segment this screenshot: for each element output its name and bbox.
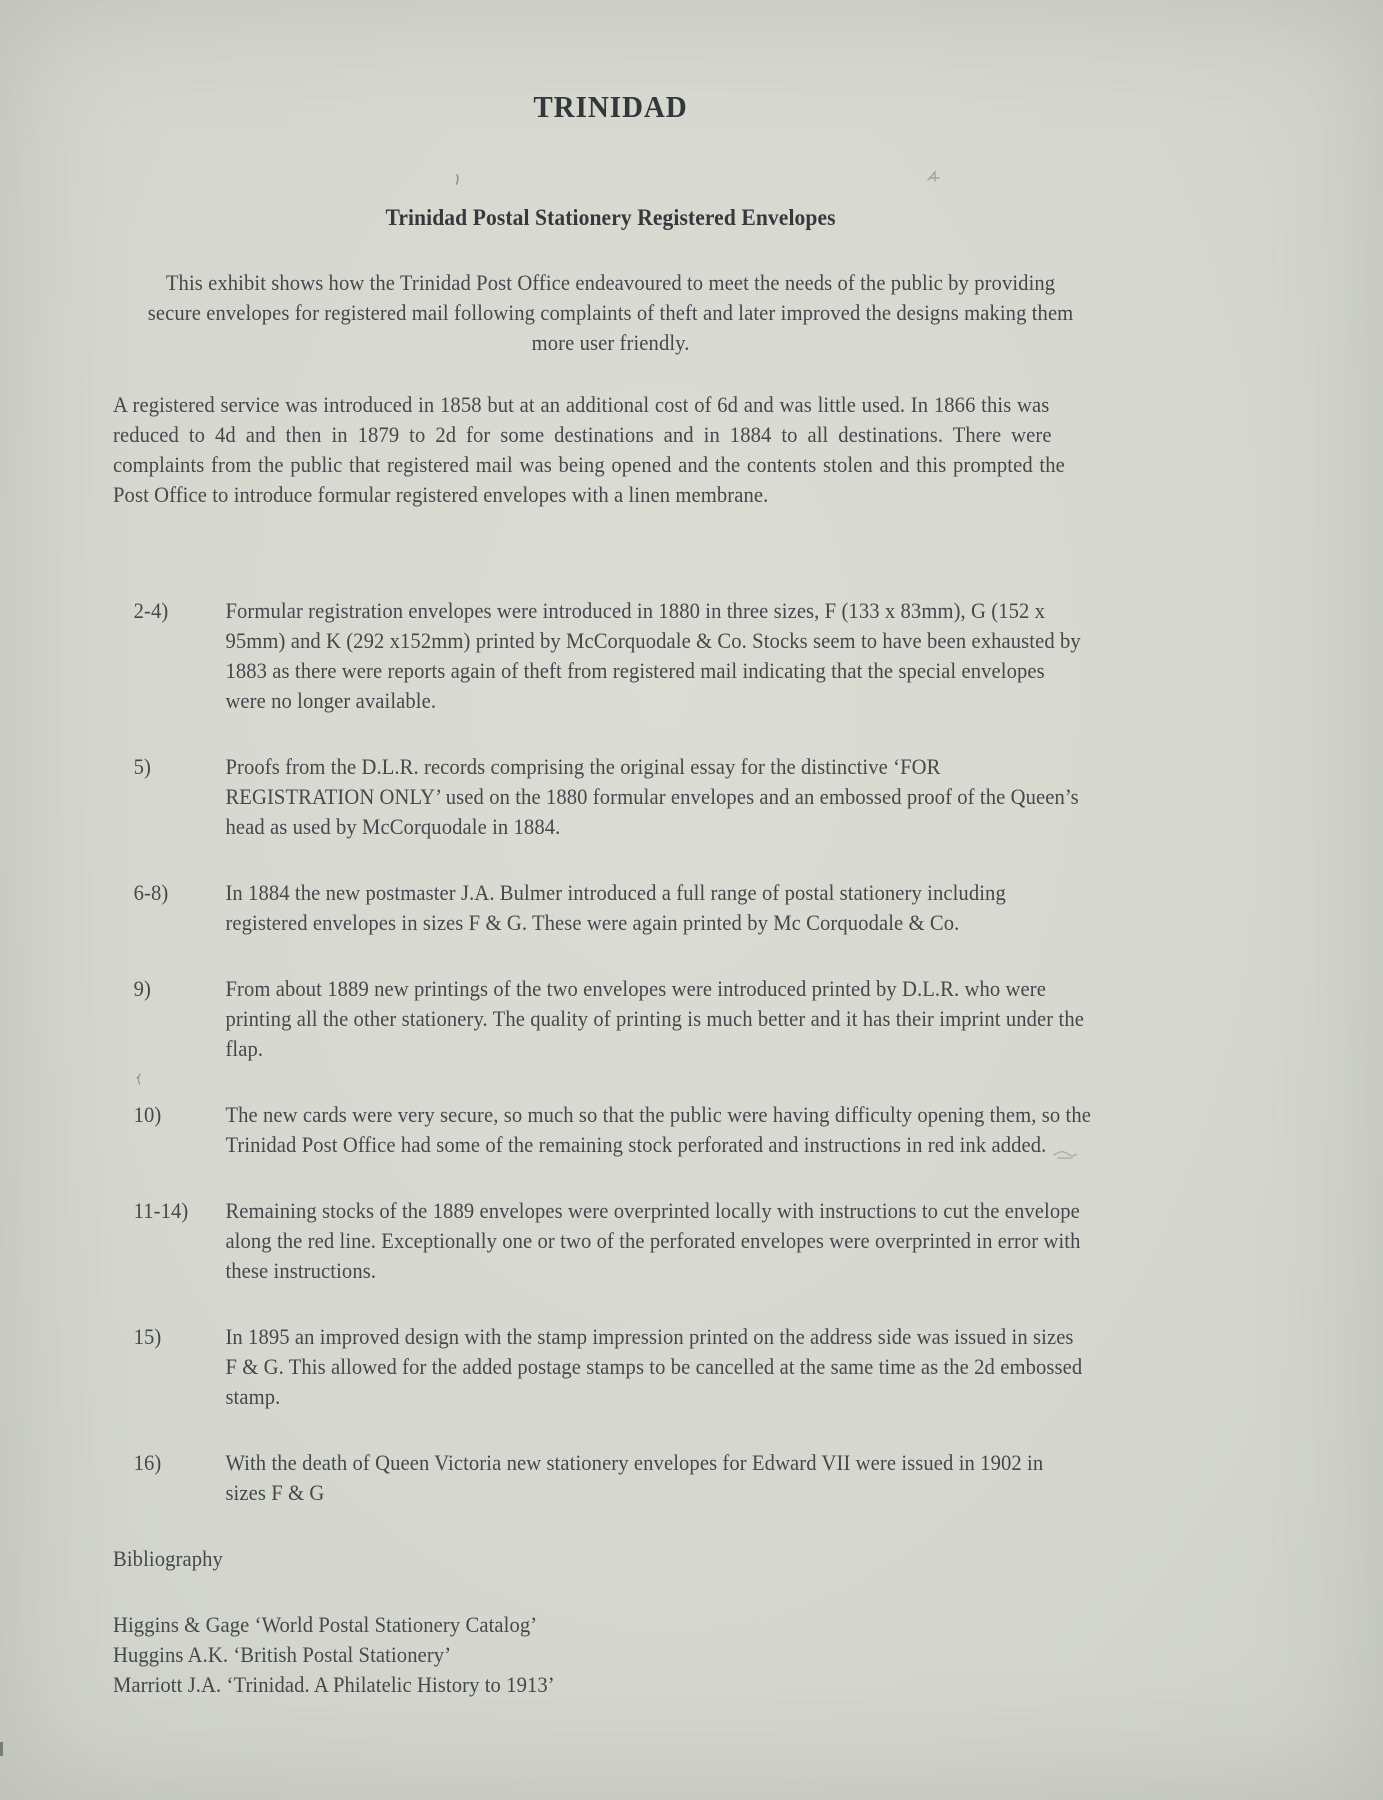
- text-line: F & G. This allowed for the added postage stamps to be cancelled at the same time as the 2d embossed: [225, 1354, 1083, 1379]
- item-label: 10): [133, 1102, 162, 1127]
- item-label: 5): [133, 754, 151, 779]
- text-line: Huggins A.K. ‘British Postal Stationery’: [113, 1642, 452, 1667]
- text-column: [113, 0, 1108, 1700]
- text-line: more user friendly.: [531, 330, 690, 355]
- text-line: these instructions.: [225, 1258, 377, 1283]
- text-line: This exhibit shows how the Trinidad Post Office endeavoured to meet the needs of the public by providing: [165, 270, 1056, 295]
- text-line: Higgins & Gage ‘World Postal Stationery Catalog’: [113, 1612, 538, 1637]
- item-label: 9): [133, 976, 151, 1001]
- list-item: [134, 1100, 1108, 1160]
- intro-paragraph: [113, 268, 1108, 358]
- item-text: [225, 1100, 1108, 1160]
- list-item: [134, 752, 1108, 842]
- item-label: 15): [133, 1324, 162, 1349]
- text-line: printing all the other stationery. The quality of printing is much better and it has their imprint under the: [225, 1006, 1084, 1031]
- text-line: flap.: [225, 1036, 264, 1061]
- item-text: [225, 752, 1108, 842]
- item-text: [225, 1322, 1108, 1412]
- text-line: In 1895 an improved design with the stamp impression printed on the address side was issued in sizes: [225, 1324, 1074, 1349]
- text-line: Trinidad Post Office had some of the remaining stock perforated and instructions in red ink added.: [225, 1132, 1047, 1157]
- text-line: reduced to 4d and then in 1879 to 2d for some destinations and in 1884 to all destinations. There were: [113, 422, 1052, 447]
- bibliography-heading: Bibliography: [113, 1546, 223, 1571]
- item-label: 2-4): [133, 598, 169, 623]
- text-line: stamp.: [225, 1384, 281, 1409]
- list-item: [134, 878, 1108, 938]
- text-line: Formular registration envelopes were introduced in 1880 in three sizes, F (133 x 83mm), G (152 x: [225, 598, 1046, 623]
- item-text: [225, 1448, 1108, 1508]
- item-label: 16): [133, 1450, 162, 1475]
- text-line: Post Office to introduce formular registered envelopes with a linen membrane.: [113, 482, 769, 507]
- page-subtitle: Trinidad Postal Stationery Registered Envelopes: [385, 205, 836, 230]
- text-line: secure envelopes for registered mail following complaints of theft and later improved the designs making them: [147, 300, 1074, 325]
- item-label: 6-8): [133, 880, 169, 905]
- text-line: complaints from the public that registered mail was being opened and the contents stolen and this prompted the: [113, 452, 1065, 477]
- text-line: In 1884 the new postmaster J.A. Bulmer introduced a full range of postal stationery including: [225, 880, 1006, 905]
- text-line: 95mm) and K (292 x152mm) printed by McCorquodale & Co. Stocks seem to have been exhausted by: [225, 628, 1081, 653]
- item-text: [225, 974, 1108, 1064]
- body-paragraph: [113, 390, 1108, 510]
- text-line: Proofs from the D.L.R. records comprising the original essay for the distinctive ‘FOR: [225, 754, 941, 779]
- text-line: With the death of Queen Victoria new stationery envelopes for Edward VII were issued in 1902 in: [225, 1450, 1044, 1475]
- text-line: A registered service was introduced in 1858 but at an additional cost of 6d and was little used. In 1866 this was: [113, 392, 1050, 417]
- bibliography-list: [113, 1610, 1108, 1700]
- list-item: [134, 596, 1108, 716]
- text-line: 1883 as there were reports again of theft from registered mail indicating that the special envelopes: [225, 658, 1045, 683]
- text-line: The new cards were very secure, so much so that the public were having difficulty opening them, so the: [225, 1102, 1091, 1127]
- text-line: along the red line. Exceptionally one or two of the perforated envelopes were overprinted in error with: [225, 1228, 1081, 1253]
- list-item: [134, 1322, 1108, 1412]
- text-line: head as used by McCorquodale in 1884.: [225, 814, 561, 839]
- item-text: [225, 596, 1108, 716]
- item-text: [225, 878, 1108, 938]
- page-title: TRINIDAD: [533, 89, 688, 124]
- text-line: sizes F & G: [225, 1480, 325, 1505]
- exhibit-item-list: [113, 596, 1108, 1508]
- scan-artifact-edge: [0, 1742, 3, 1756]
- list-item: [134, 974, 1108, 1064]
- text-line: were no longer available.: [225, 688, 437, 713]
- text-line: Remaining stocks of the 1889 envelopes were overprinted locally with instructions to cut the envelope: [225, 1198, 1080, 1223]
- list-item: [134, 1196, 1108, 1286]
- item-label: 11-14): [133, 1198, 189, 1223]
- text-line: From about 1889 new printings of the two envelopes were introduced printed by D.L.R. who were: [225, 976, 1046, 1001]
- text-line: registered envelopes in sizes F & G. These were again printed by Mc Corquodale & Co.: [225, 910, 960, 935]
- text-line: Marriott J.A. ‘Trinidad. A Philatelic History to 1913’: [113, 1672, 555, 1697]
- text-line: REGISTRATION ONLY’ used on the 1880 formular envelopes and an embossed proof of the Queen’s: [225, 784, 1079, 809]
- list-item: [134, 1448, 1108, 1508]
- item-text: [225, 1196, 1108, 1286]
